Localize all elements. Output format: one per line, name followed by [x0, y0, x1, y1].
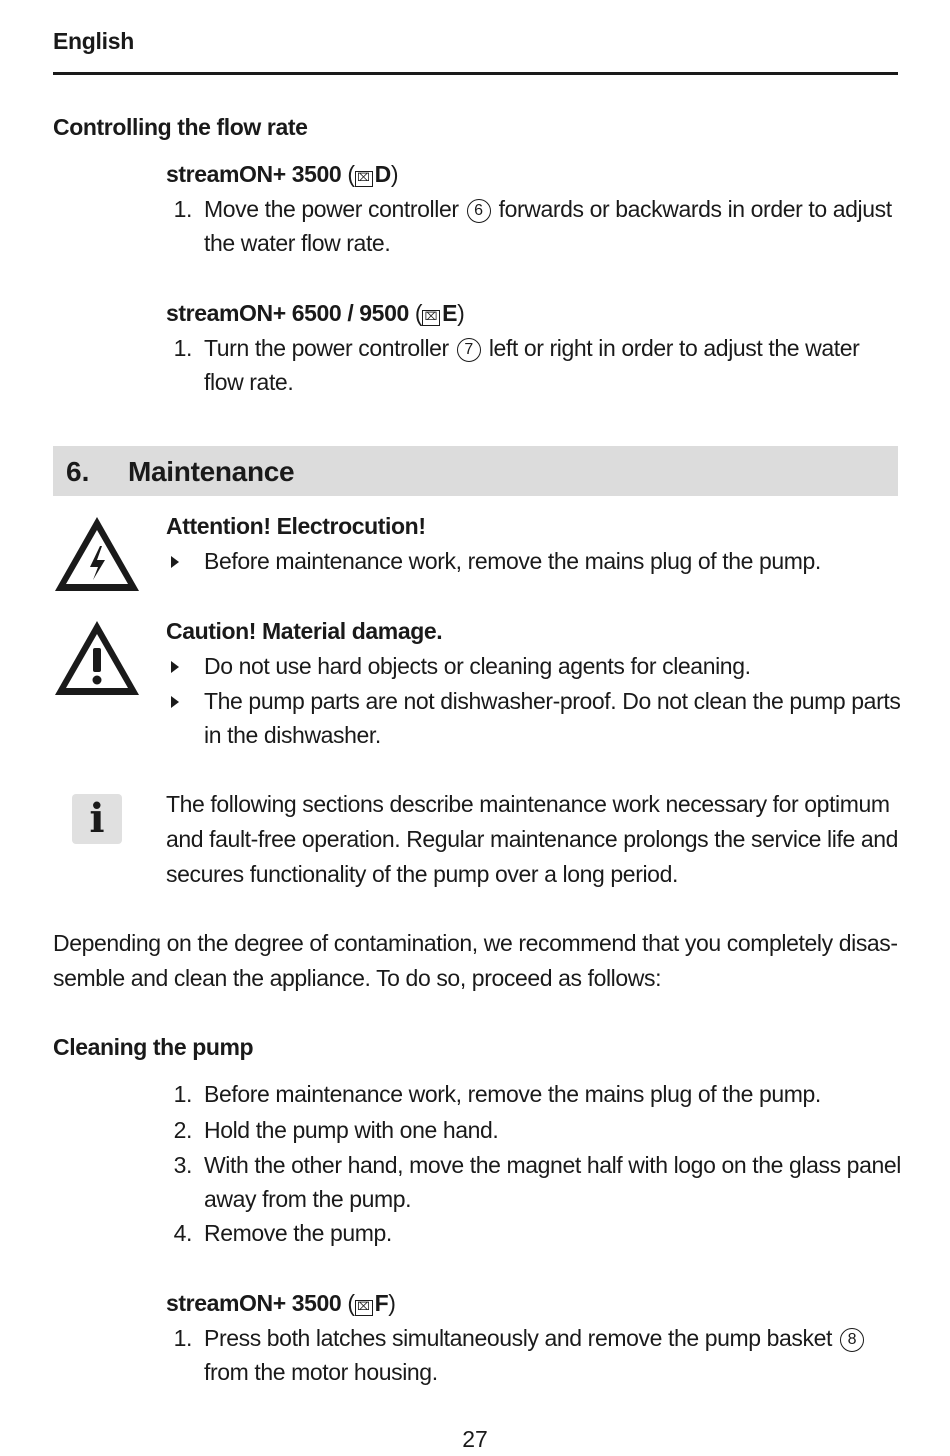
info-text-line: secures functionality of the pump over a long period.	[166, 861, 678, 887]
step-number: 1.	[173, 335, 192, 361]
caution-bullet: The pump parts are not dishwasher-proof. Do not clean the pump parts	[204, 688, 901, 714]
model-heading-3500	[166, 157, 398, 192]
step-text-continued: away from the pump.	[204, 1186, 412, 1212]
callout-6-icon: 6	[467, 199, 491, 223]
figure-ref: ( ⌧ D)	[347, 161, 399, 187]
section-title: Maintenance	[128, 456, 295, 487]
intro-paragraph-line: semble and clean the appliance. To do so, proceed as follows:	[53, 965, 662, 991]
caution-bullet: Do not use hard objects or cleaning agents for cleaning.	[204, 653, 751, 679]
exclamation-warning-icon	[52, 618, 142, 698]
step-text-continued: flow rate.	[204, 369, 294, 395]
model-name: streamON+ 6500 / 9500	[166, 300, 409, 326]
language-label: English	[53, 28, 134, 54]
page-number: 27	[462, 1426, 488, 1452]
step-text-continued: from the motor housing.	[204, 1359, 438, 1385]
step-number: 1.	[173, 196, 192, 222]
info-text-line: and fault-free operation. Regular maintenance prolongs the service life and	[166, 826, 899, 852]
warning-bullet: Before maintenance work, remove the mains plug of the pump.	[204, 548, 821, 574]
bullet-arrow-icon	[171, 661, 179, 673]
bullet-arrow-icon	[171, 696, 179, 708]
step-text: Hold the pump with one hand.	[204, 1117, 499, 1143]
step-text: With the other hand, move the magnet half with logo on the glass panel	[204, 1152, 901, 1178]
step-number: 4.	[173, 1220, 192, 1246]
info-text-line: The following sections describe maintenance work necessary for optimum	[166, 791, 890, 817]
intro-paragraph-line: Depending on the degree of contamination, we recommend that you completely disas-	[53, 930, 898, 956]
figure-icon: ⌧	[355, 1300, 373, 1316]
step-number: 3.	[173, 1152, 192, 1178]
electrocution-warning-icon	[52, 514, 142, 594]
cleaning-heading: Cleaning the pump	[53, 1034, 254, 1060]
bullet-arrow-icon	[171, 556, 179, 568]
caution-bullet-continued: in the dishwasher.	[204, 722, 381, 748]
step-text: Turn the power controller 7 left or right in order to adjust the water	[204, 335, 860, 361]
info-icon-glyph: i	[89, 795, 105, 842]
figure-icon: ⌧	[355, 171, 373, 187]
figure-ref: ( ⌧ E)	[414, 300, 465, 326]
step-text: Move the power controller 6 forwards or backwards in order to adjust	[204, 196, 892, 222]
header-divider	[53, 72, 898, 75]
step-text: Before maintenance work, remove the mains plug of the pump.	[204, 1081, 821, 1107]
model-heading-6500-9500	[166, 296, 464, 331]
caution-title: Caution! Material damage.	[166, 618, 443, 644]
step-text: Press both latches simultaneously and remove the pump basket 8	[204, 1321, 866, 1356]
callout-8-icon: 8	[840, 1328, 864, 1352]
step-text: Remove the pump.	[204, 1220, 392, 1246]
step-number: 1.	[173, 1081, 192, 1107]
callout-7-icon: 7	[457, 338, 481, 362]
model-name: streamON+ 3500	[166, 1290, 342, 1316]
warning-title: Attention! Electrocution!	[166, 513, 426, 539]
figure-ref: ( ⌧ F)	[347, 1290, 396, 1316]
step-number: 2.	[173, 1117, 192, 1143]
section-number: 6.	[66, 456, 90, 487]
figure-icon: ⌧	[422, 310, 440, 326]
model-name: streamON+ 3500	[166, 161, 342, 187]
step-text-continued: the water flow rate.	[204, 230, 391, 256]
model-heading-3500	[166, 1286, 396, 1321]
step-number: 1.	[173, 1325, 192, 1351]
flow-rate-heading: Controlling the flow rate	[53, 114, 308, 140]
